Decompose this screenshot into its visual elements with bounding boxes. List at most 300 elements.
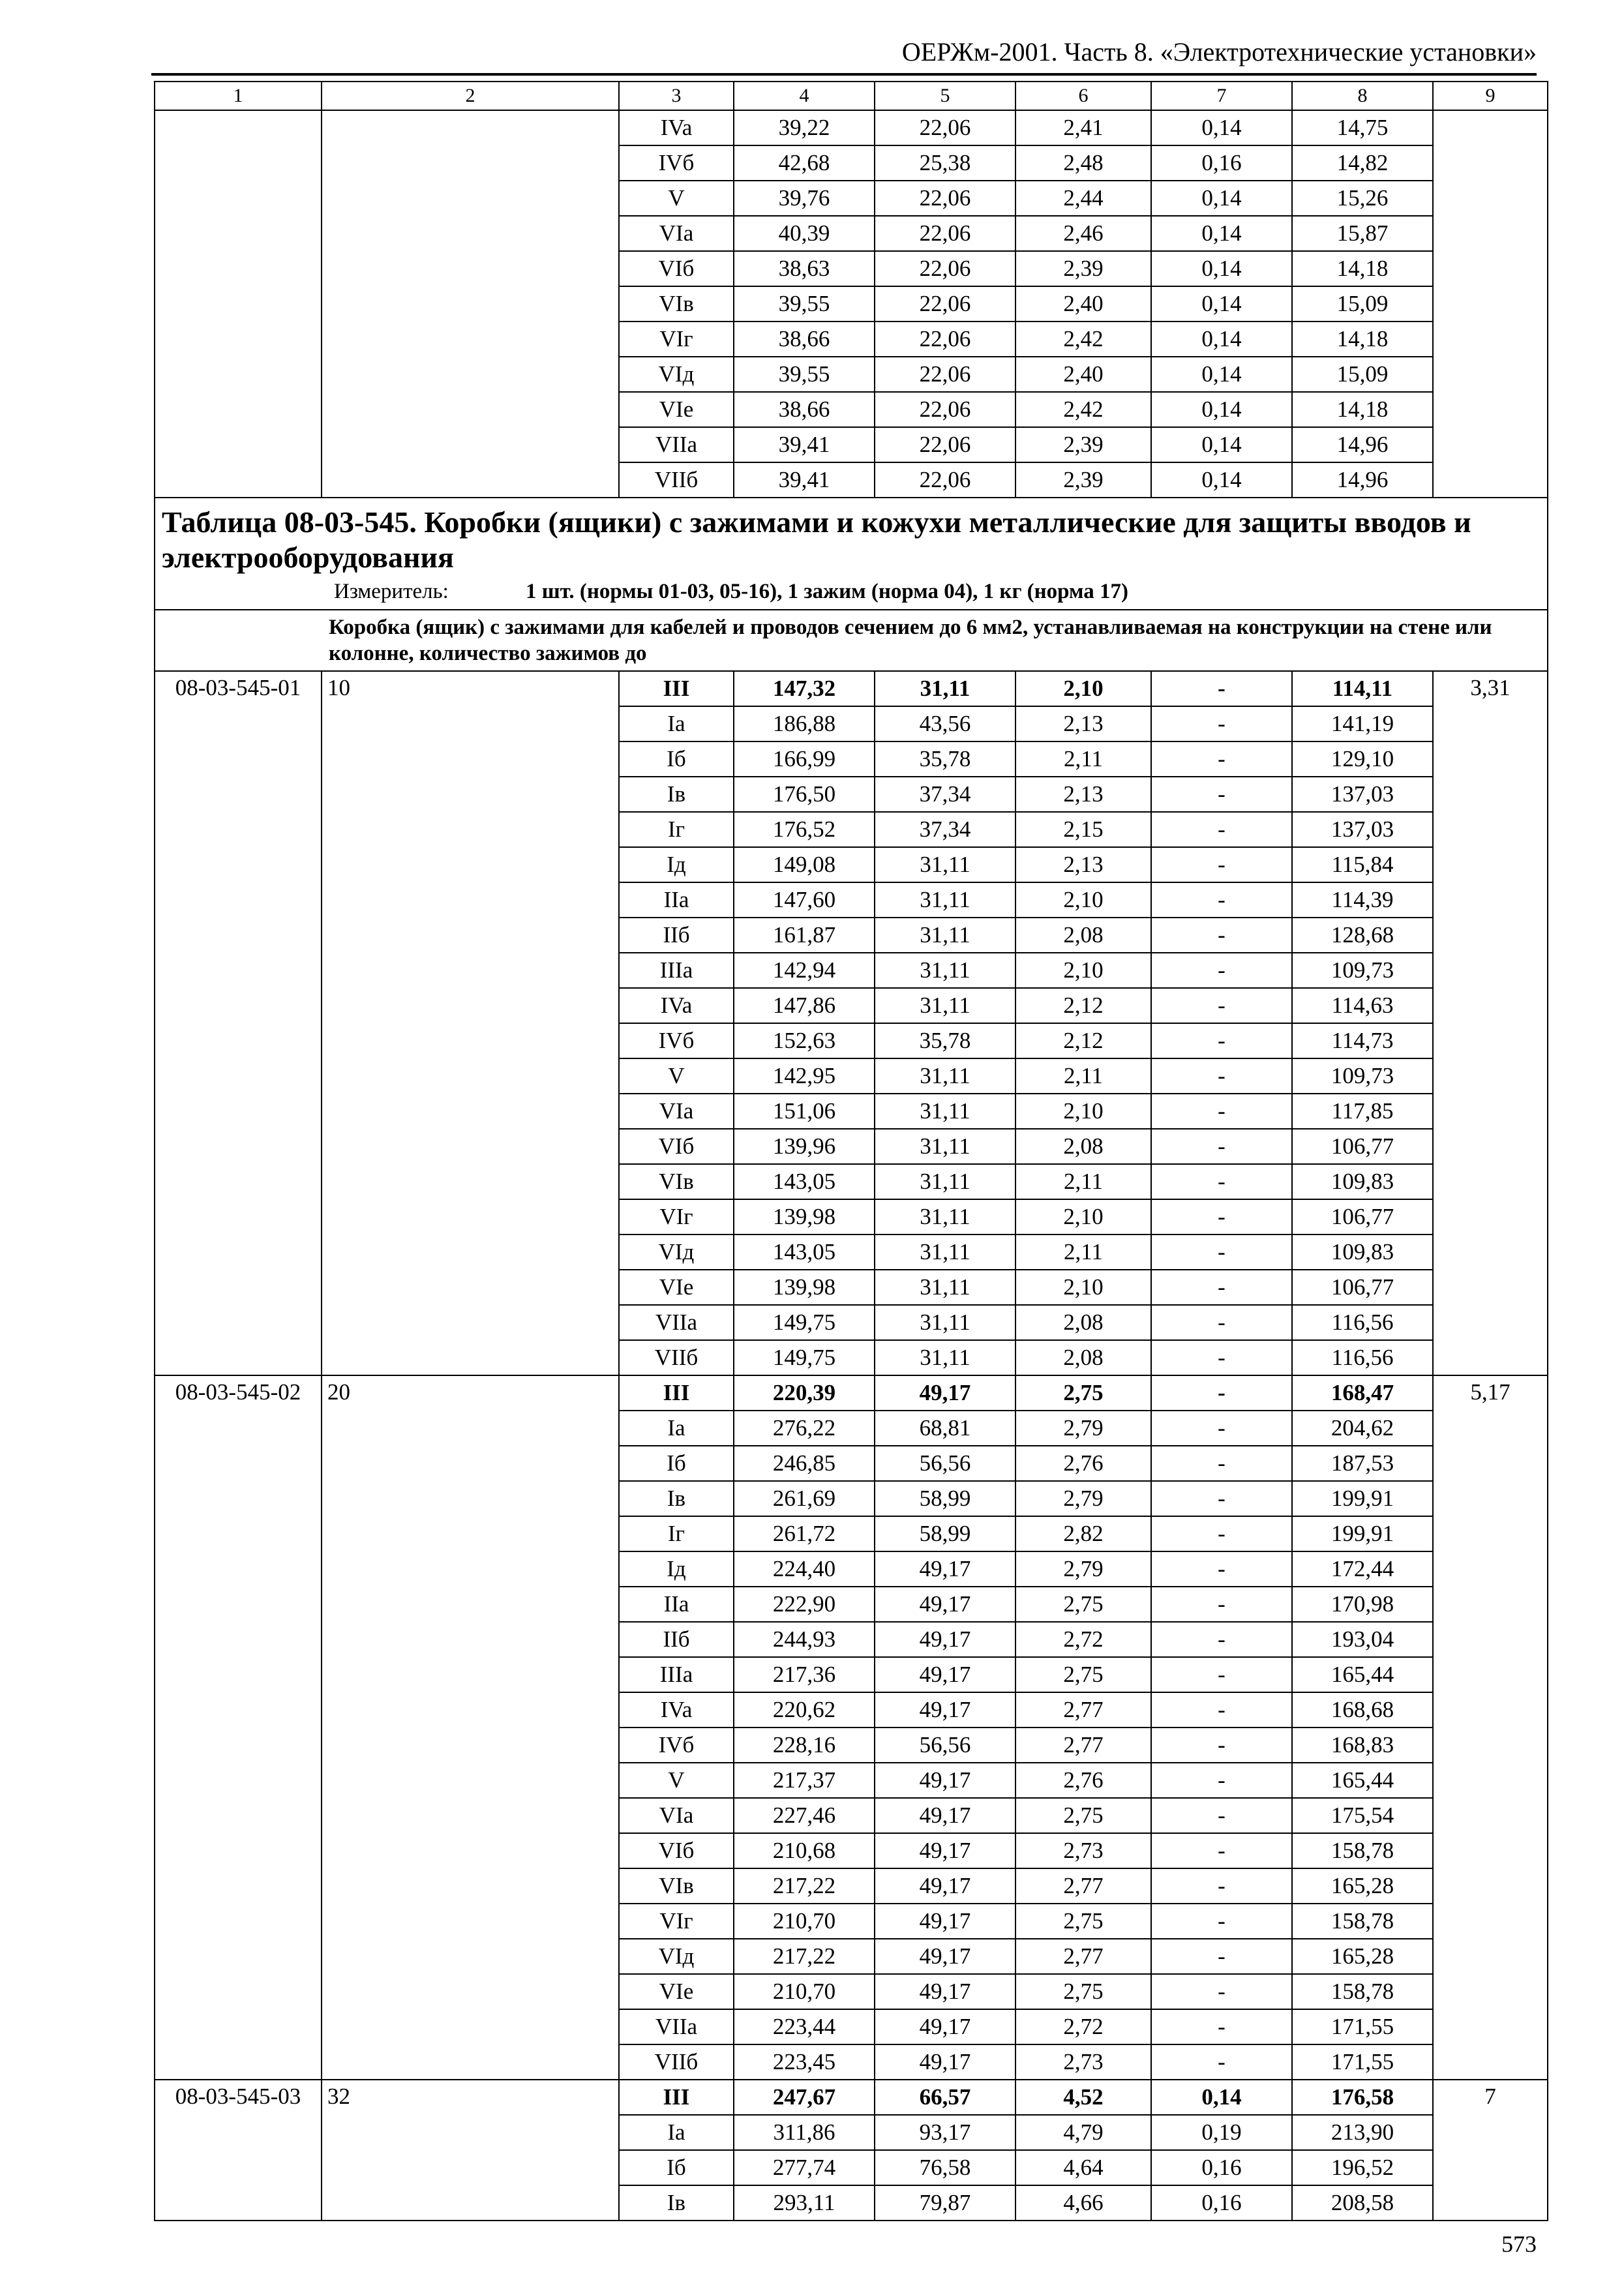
meter-line [162,578,1541,605]
total-cost: 176,50 [734,777,875,812]
zone-code: VIIa [619,1305,734,1340]
materials: 109,73 [1292,953,1433,988]
machines: 2,73 [1015,1833,1151,1868]
materials: 141,19 [1292,706,1433,741]
machines: 2,39 [1015,427,1151,462]
materials: 109,83 [1292,1164,1433,1199]
norm-code-cell [155,110,322,498]
machinist-wages: - [1151,1587,1292,1622]
machines: 2,08 [1015,1340,1151,1375]
zone-code: Iв [619,2185,734,2221]
machinist-wages: - [1151,1340,1292,1375]
materials: 15,87 [1292,216,1433,251]
total-cost: 142,94 [734,953,875,988]
column-number: 7 [1151,82,1292,110]
zone-code: VIa [619,1798,734,1833]
machines: 2,44 [1015,181,1151,216]
zone-code: IIIa [619,953,734,988]
machinist-wages: - [1151,777,1292,812]
materials: 168,47 [1292,1375,1433,1411]
materials: 199,91 [1292,1481,1433,1516]
machinist-wages: - [1151,1763,1292,1798]
total-cost: 217,37 [734,1763,875,1798]
column-number: 3 [619,82,734,110]
materials: 106,77 [1292,1129,1433,1164]
machinist-wages: - [1151,1974,1292,2009]
total-cost: 152,63 [734,1023,875,1058]
machinist-wages: - [1151,1692,1292,1728]
wages: 49,17 [875,1551,1015,1587]
wages: 66,57 [875,2080,1015,2115]
zone-code: Iг [619,1516,734,1551]
zone-code: VIIб [619,2044,734,2080]
wages: 35,78 [875,741,1015,777]
zone-code: III [619,2080,734,2115]
machines: 4,52 [1015,2080,1151,2115]
total-cost: 147,86 [734,988,875,1023]
materials: 171,55 [1292,2044,1433,2080]
materials: 137,03 [1292,777,1433,812]
wages: 79,87 [875,2185,1015,2221]
wages: 22,06 [875,392,1015,427]
machines: 2,82 [1015,1516,1151,1551]
total-cost: 247,67 [734,2080,875,2115]
machines: 2,12 [1015,1023,1151,1058]
machinist-wages: 0,19 [1151,2115,1292,2150]
total-cost: 38,66 [734,322,875,357]
materials: 165,44 [1292,1657,1433,1692]
total-cost: 220,39 [734,1375,875,1411]
materials: 15,26 [1292,181,1433,216]
machines: 2,42 [1015,322,1151,357]
wages: 25,38 [875,145,1015,181]
total-cost: 210,70 [734,1974,875,2009]
zone-code: VIд [619,1939,734,1974]
group-description-cell [155,610,1548,671]
wages: 49,17 [875,1587,1015,1622]
total-cost: 139,98 [734,1270,875,1305]
zone-code: Iб [619,1446,734,1481]
wages: 31,11 [875,1058,1015,1094]
table-row [155,110,1548,145]
machines: 2,73 [1015,2044,1151,2080]
column-9-cell [1433,110,1548,498]
norms-table [154,81,1548,2221]
machinist-wages: - [1151,1516,1292,1551]
column-number: 8 [1292,82,1433,110]
wages: 58,99 [875,1516,1015,1551]
column-number: 1 [155,82,322,110]
running-header: ОЕРЖм-2001. Часть 8. «Электротехнические установки» [901,37,1537,67]
materials: 114,73 [1292,1023,1433,1058]
machinist-wages: 0,14 [1151,251,1292,286]
machines: 2,77 [1015,1728,1151,1763]
machines: 2,11 [1015,1234,1151,1270]
machines: 2,79 [1015,1551,1151,1587]
machinist-wages: - [1151,671,1292,706]
total-cost: 217,22 [734,1939,875,1974]
column-numbers-row [155,82,1548,110]
wages: 31,11 [875,1129,1015,1164]
zone-code: IIa [619,1587,734,1622]
zone-code: VIд [619,357,734,392]
quantity: 10 [322,671,619,1375]
total-cost: 161,87 [734,918,875,953]
materials: 14,82 [1292,145,1433,181]
machines: 2,77 [1015,1692,1151,1728]
machinist-wages: 0,16 [1151,2150,1292,2185]
machinist-wages: - [1151,882,1292,918]
total-cost: 311,86 [734,2115,875,2150]
materials: 115,84 [1292,847,1433,882]
total-cost: 149,08 [734,847,875,882]
wages: 49,17 [875,2009,1015,2044]
machinist-wages: - [1151,953,1292,988]
materials: 15,09 [1292,286,1433,322]
total-cost: 217,36 [734,1657,875,1692]
machinist-wages: 0,14 [1151,392,1292,427]
machinist-wages: - [1151,1023,1292,1058]
wages: 31,11 [875,671,1015,706]
machinist-wages: - [1151,1234,1292,1270]
meter-label: Измеритель: [334,580,449,603]
materials: 165,44 [1292,1763,1433,1798]
wages: 49,17 [875,1375,1015,1411]
machinist-wages: - [1151,741,1292,777]
machines: 2,11 [1015,1058,1151,1094]
zone-code: VIд [619,1234,734,1270]
wages: 22,06 [875,322,1015,357]
machines: 2,11 [1015,741,1151,777]
materials: 171,55 [1292,2009,1433,2044]
wages: 22,06 [875,181,1015,216]
table-body [155,82,1548,2221]
materials: 14,18 [1292,392,1433,427]
machines: 2,75 [1015,1657,1151,1692]
machines: 2,40 [1015,286,1151,322]
wages: 49,17 [875,1833,1015,1868]
zone-code: Iв [619,1481,734,1516]
column-number: 4 [734,82,875,110]
machinist-wages: 0,14 [1151,216,1292,251]
machines: 2,77 [1015,1939,1151,1974]
table-row [155,671,1548,706]
total-cost: 139,98 [734,1199,875,1234]
machines: 2,10 [1015,1094,1151,1129]
total-cost: 210,70 [734,1904,875,1939]
total-cost: 39,41 [734,462,875,498]
page-number: 573 [1501,2231,1537,2257]
zone-code: Iд [619,847,734,882]
zone-code: VIв [619,1868,734,1904]
column-9-value: 7 [1433,2080,1548,2221]
total-cost: 176,52 [734,812,875,847]
machines: 2,08 [1015,918,1151,953]
zone-code: VIв [619,1164,734,1199]
wages: 56,56 [875,1446,1015,1481]
total-cost: 151,06 [734,1094,875,1129]
total-cost: 277,74 [734,2150,875,2185]
zone-code: VIIб [619,1340,734,1375]
machinist-wages: - [1151,1094,1292,1129]
machinist-wages: - [1151,706,1292,741]
materials: 106,77 [1292,1199,1433,1234]
wages: 31,11 [875,1270,1015,1305]
machines: 2,39 [1015,251,1151,286]
materials: 116,56 [1292,1305,1433,1340]
materials: 175,54 [1292,1798,1433,1833]
machinist-wages: 0,14 [1151,427,1292,462]
zone-code: VIб [619,1129,734,1164]
zone-code: VIг [619,322,734,357]
machinist-wages: - [1151,1798,1292,1833]
materials: 204,62 [1292,1411,1433,1446]
materials: 117,85 [1292,1094,1433,1129]
machines: 2,77 [1015,1868,1151,1904]
materials: 116,56 [1292,1340,1433,1375]
zone-code: Ia [619,706,734,741]
materials: 208,58 [1292,2185,1433,2221]
wages: 22,06 [875,216,1015,251]
machinist-wages: - [1151,1622,1292,1657]
wages: 49,17 [875,1622,1015,1657]
wages: 31,11 [875,918,1015,953]
machinist-wages: - [1151,1199,1292,1234]
total-cost: 147,32 [734,671,875,706]
machinist-wages: - [1151,1551,1292,1587]
machinist-wages: 0,14 [1151,110,1292,145]
column-9-value: 5,17 [1433,1375,1548,2080]
total-cost: 39,41 [734,427,875,462]
machinist-wages: - [1151,1904,1292,1939]
machinist-wages: - [1151,1833,1292,1868]
machines: 2,15 [1015,812,1151,847]
machines: 4,79 [1015,2115,1151,2150]
total-cost: 143,05 [734,1164,875,1199]
materials: 114,63 [1292,988,1433,1023]
machinist-wages: - [1151,1375,1292,1411]
machines: 2,75 [1015,1904,1151,1939]
description-row [155,610,1548,671]
total-cost: 186,88 [734,706,875,741]
machines: 2,75 [1015,1798,1151,1833]
machines: 4,64 [1015,2150,1151,2185]
zone-code: VIе [619,1270,734,1305]
materials: 168,68 [1292,1692,1433,1728]
materials: 196,52 [1292,2150,1433,2185]
wages: 31,11 [875,1340,1015,1375]
materials: 15,09 [1292,357,1433,392]
machinist-wages: - [1151,1305,1292,1340]
norm-code: 08-03-545-02 [155,1375,322,2080]
total-cost: 38,63 [734,251,875,286]
materials: 158,78 [1292,1904,1433,1939]
table-caption [155,498,1548,610]
machines: 2,10 [1015,882,1151,918]
wages: 93,17 [875,2115,1015,2150]
total-cost: 222,90 [734,1587,875,1622]
total-cost: 217,22 [734,1868,875,1904]
zone-code: IIa [619,882,734,918]
zone-code: V [619,1058,734,1094]
machinist-wages: - [1151,1446,1292,1481]
machines: 2,10 [1015,1270,1151,1305]
materials: 193,04 [1292,1622,1433,1657]
machines: 2,41 [1015,110,1151,145]
machines: 2,76 [1015,1446,1151,1481]
machinist-wages: - [1151,1868,1292,1904]
machinist-wages: - [1151,812,1292,847]
materials: 128,68 [1292,918,1433,953]
total-cost: 143,05 [734,1234,875,1270]
machines: 2,72 [1015,1622,1151,1657]
group-description: Коробка (ящик) с зажимами для кабелей и проводов сечением до 6 мм2, устанавливаемая на конструкции на стене или колонне, количество зажимов до [329,616,1492,665]
total-cost: 220,62 [734,1692,875,1728]
wages: 49,17 [875,1904,1015,1939]
machines: 2,10 [1015,1199,1151,1234]
total-cost: 38,66 [734,392,875,427]
zone-code: VIa [619,216,734,251]
machinist-wages: - [1151,918,1292,953]
meter-value: 1 шт. (нормы 01-03, 05-16), 1 зажим (норма 04), 1 кг (норма 17) [526,580,1129,603]
zone-code: Iв [619,777,734,812]
materials: 14,18 [1292,322,1433,357]
total-cost: 149,75 [734,1305,875,1340]
wages: 56,56 [875,1728,1015,1763]
wages: 31,11 [875,1094,1015,1129]
table-row [155,1375,1548,1411]
zone-code: Iг [619,812,734,847]
materials: 165,28 [1292,1939,1433,1974]
machinist-wages: - [1151,1939,1292,1974]
materials: 213,90 [1292,2115,1433,2150]
total-cost: 142,95 [734,1058,875,1094]
zone-code: VIIб [619,462,734,498]
zone-code: IVa [619,110,734,145]
total-cost: 224,40 [734,1551,875,1587]
total-cost: 149,75 [734,1340,875,1375]
materials: 114,11 [1292,671,1433,706]
zone-code: V [619,181,734,216]
total-cost: 147,60 [734,882,875,918]
wages: 49,17 [875,1657,1015,1692]
total-cost: 261,69 [734,1481,875,1516]
zone-code: III [619,671,734,706]
wages: 22,06 [875,286,1015,322]
wages: 37,34 [875,777,1015,812]
machines: 2,08 [1015,1129,1151,1164]
materials: 187,53 [1292,1446,1433,1481]
zone-code: VIв [619,286,734,322]
materials: 158,78 [1292,1974,1433,2009]
machinist-wages: - [1151,1058,1292,1094]
materials: 109,83 [1292,1234,1433,1270]
wages: 76,58 [875,2150,1015,2185]
caption-row [155,498,1548,610]
total-cost: 244,93 [734,1622,875,1657]
quantity: 20 [322,1375,619,2080]
column-number: 5 [875,82,1015,110]
zone-code: VIг [619,1904,734,1939]
zone-code: IIб [619,1622,734,1657]
total-cost: 42,68 [734,145,875,181]
machines: 2,10 [1015,671,1151,706]
wages: 37,34 [875,812,1015,847]
zone-code: IVб [619,145,734,181]
machinist-wages: - [1151,988,1292,1023]
total-cost: 223,45 [734,2044,875,2080]
zone-code: III [619,1375,734,1411]
total-cost: 39,55 [734,357,875,392]
machines: 2,48 [1015,145,1151,181]
materials: 137,03 [1292,812,1433,847]
machines: 2,08 [1015,1305,1151,1340]
total-cost: 228,16 [734,1728,875,1763]
total-cost: 210,68 [734,1833,875,1868]
zone-code: IVб [619,1728,734,1763]
zone-code: VIе [619,1974,734,2009]
total-cost: 139,96 [734,1129,875,1164]
machinist-wages: - [1151,1728,1292,1763]
table-title: Таблица 08-03-545. Коробки (ящики) с зажимами и кожухи металлические для защиты вводов и электрооборудования [162,505,1471,574]
wages: 31,11 [875,1199,1015,1234]
total-cost: 276,22 [734,1411,875,1446]
machines: 2,72 [1015,2009,1151,2044]
materials: 14,75 [1292,110,1433,145]
wages: 31,11 [875,847,1015,882]
wages: 31,11 [875,953,1015,988]
materials: 170,98 [1292,1587,1433,1622]
machines: 2,39 [1015,462,1151,498]
wages: 22,06 [875,357,1015,392]
zone-code: IVб [619,1023,734,1058]
wages: 49,17 [875,1798,1015,1833]
zone-code: Ia [619,2115,734,2150]
zone-code: IVa [619,1692,734,1728]
materials: 106,77 [1292,1270,1433,1305]
wages: 31,11 [875,1305,1015,1340]
table-row [155,2080,1548,2115]
machinist-wages: - [1151,1481,1292,1516]
materials: 172,44 [1292,1551,1433,1587]
materials: 199,91 [1292,1516,1433,1551]
wages: 49,17 [875,1939,1015,1974]
machinist-wages: 0,14 [1151,357,1292,392]
total-cost: 223,44 [734,2009,875,2044]
machines: 2,13 [1015,847,1151,882]
machinist-wages: - [1151,2044,1292,2080]
machinist-wages: - [1151,1164,1292,1199]
total-cost: 246,85 [734,1446,875,1481]
column-number: 6 [1015,82,1151,110]
machinist-wages: 0,14 [1151,286,1292,322]
materials: 14,18 [1292,251,1433,286]
materials: 129,10 [1292,741,1433,777]
wages: 22,06 [875,462,1015,498]
total-cost: 227,46 [734,1798,875,1833]
materials: 114,39 [1292,882,1433,918]
zone-code: Iб [619,2150,734,2185]
zone-code: VIе [619,392,734,427]
zone-code: VIб [619,1833,734,1868]
machines: 2,13 [1015,706,1151,741]
zone-code: IIIa [619,1657,734,1692]
wages: 35,78 [875,1023,1015,1058]
zone-code: IVa [619,988,734,1023]
wages: 31,11 [875,1234,1015,1270]
zone-code: VIг [619,1199,734,1234]
zone-code: IIб [619,918,734,953]
